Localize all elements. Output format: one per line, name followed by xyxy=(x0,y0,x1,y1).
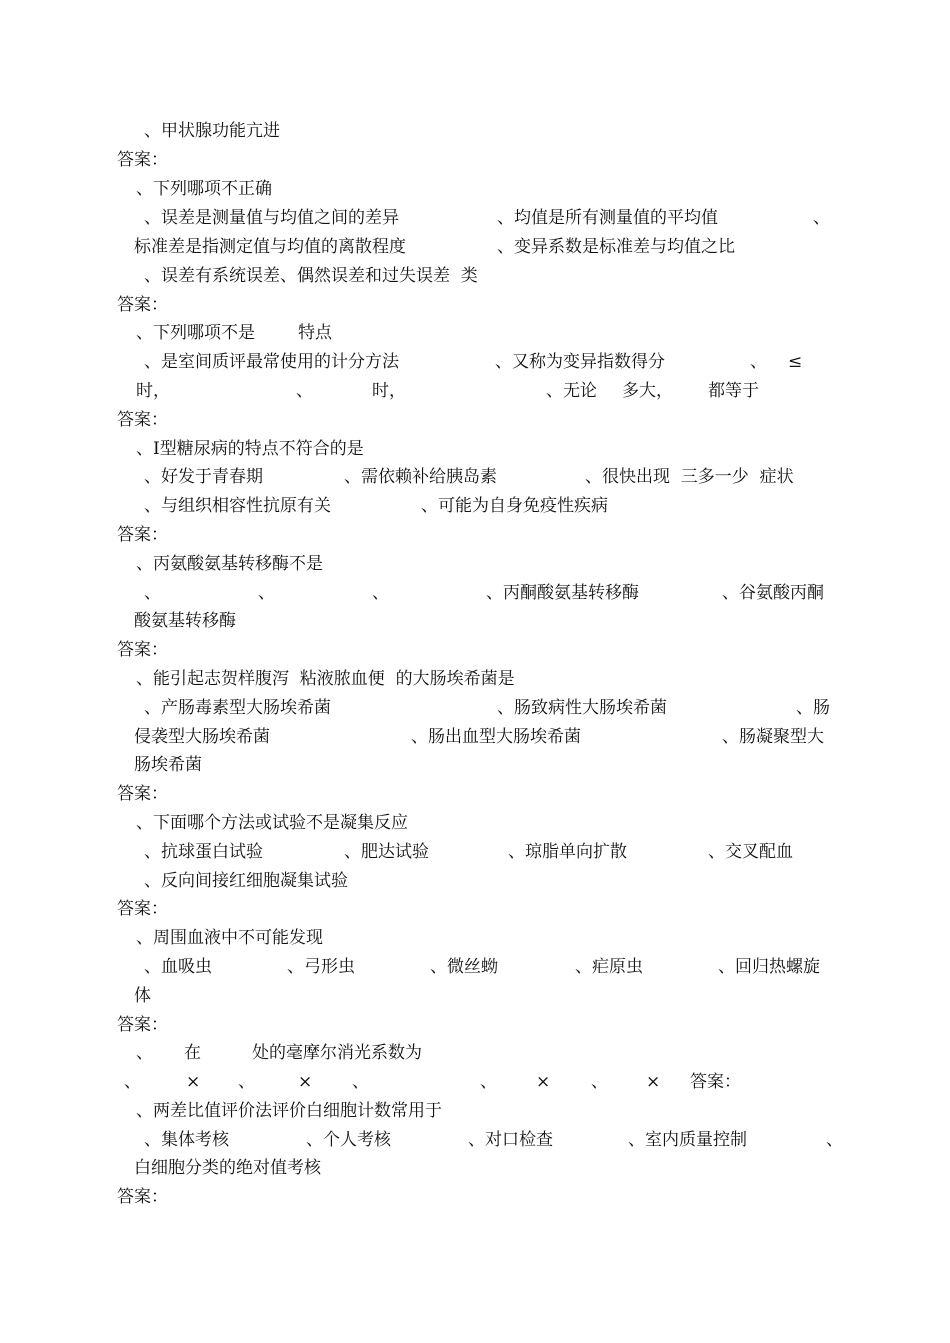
question-option: 、 xyxy=(352,1072,369,1092)
question-option: 酸氨基转移酶 xyxy=(134,611,236,631)
question-stem: 、下列哪项不正确 xyxy=(136,179,272,199)
answer-label: 答案： xyxy=(117,295,168,315)
question-option: 、丙酮酸氨基转移酶 xyxy=(486,583,639,603)
question-option: 、 xyxy=(144,583,161,603)
question-option: 、需依赖补给胰岛素 xyxy=(344,467,497,487)
question-option: 、琼脂单向扩散 xyxy=(508,842,627,862)
question-option: 、交叉配血 xyxy=(708,842,793,862)
question-option: 、 xyxy=(124,1072,141,1092)
question-option: 、变异系数是标准差与均值之比 xyxy=(497,237,735,257)
question-stem: 、 xyxy=(136,1043,153,1063)
question-option: 、谷氨酸丙酮 xyxy=(722,583,824,603)
question-option: 、很快出现 三多一少 症状 xyxy=(585,467,794,487)
question-option: 、肥达试验 xyxy=(344,842,429,862)
question-stem: 特点 xyxy=(298,323,332,343)
question-option: 体 xyxy=(134,986,151,1006)
question-option: 、 xyxy=(372,583,389,603)
question-option: 、可能为自身免疫性疾病 xyxy=(421,496,608,516)
question-option: 白细胞分类的绝对值考核 xyxy=(134,1158,321,1178)
question-option: 肠埃希菌 xyxy=(134,755,202,775)
question-option: 、 xyxy=(591,1072,608,1092)
question-option: 、 xyxy=(750,352,767,372)
question-option: 、肠 xyxy=(796,698,830,718)
question-stem: 、两差比值评价法评价白细胞计数常用于 xyxy=(136,1101,442,1121)
question-option: 都等于 xyxy=(708,381,759,401)
question-option: 、均值是所有测量值的平均值 xyxy=(497,208,718,228)
question-option: 、 xyxy=(258,583,275,603)
question-option: ≤ xyxy=(788,352,803,372)
answer-label: 答案： xyxy=(117,150,168,170)
question-option: 、 xyxy=(296,381,313,401)
answer-label: 答案： xyxy=(117,784,168,804)
question-option: 、对口检查 xyxy=(468,1130,553,1150)
question-stem: 、能引起志贺样腹泻 粘液脓血便 的大肠埃希菌是 xyxy=(136,669,515,689)
question-option: 、误差是测量值与均值之间的差异 xyxy=(144,208,399,228)
question-option: 、 xyxy=(238,1072,255,1092)
question-option: 时， xyxy=(372,381,406,401)
question-option: 、微丝蚴 xyxy=(430,957,498,977)
question-option: 侵袭型大肠埃希菌 xyxy=(134,727,270,747)
question-option: 、反向间接红细胞凝集试验 xyxy=(144,871,348,891)
question-option: 、抗球蛋白试验 xyxy=(144,842,263,862)
question-option: 、回归热螺旋 xyxy=(718,957,820,977)
question-stem: 、下面哪个方法或试验不是凝集反应 xyxy=(136,813,408,833)
question-option: × xyxy=(536,1072,551,1092)
question-option: 时， xyxy=(136,381,170,401)
question-stem: 在 xyxy=(184,1043,201,1063)
question-stem: 、Ⅰ型糖尿病的特点不符合的是 xyxy=(136,439,364,459)
question-option: 、是室间质评最常使用的计分方法 xyxy=(144,352,399,372)
question-option: 、个人考核 xyxy=(306,1130,391,1150)
question-option: × xyxy=(186,1072,201,1092)
question-option: 多大， xyxy=(622,381,673,401)
question-option: × xyxy=(298,1072,313,1092)
question-stem: 、丙氨酸氨基转移酶不是 xyxy=(136,554,323,574)
question-option: 、误差有系统误差、偶然误差和过失误差 类 xyxy=(144,266,478,286)
question-option: 、肠出血型大肠埃希菌 xyxy=(411,727,581,747)
question-option: 、甲状腺功能亢进 xyxy=(144,121,280,141)
question-option: 、疟原虫 xyxy=(575,957,643,977)
question-stem: 处的毫摩尔消光系数为 xyxy=(252,1043,422,1063)
question-stem: 、下列哪项不是 xyxy=(136,323,255,343)
answer-label: 答案： xyxy=(690,1072,741,1092)
question-option: 、与组织相容性抗原有关 xyxy=(144,496,331,516)
question-option: 、产肠毒素型大肠埃希菌 xyxy=(144,698,331,718)
answer-label: 答案： xyxy=(117,1015,168,1035)
question-option: 、肠致病性大肠埃希菌 xyxy=(497,698,667,718)
answer-label: 答案： xyxy=(117,410,168,430)
answer-label: 答案： xyxy=(117,899,168,919)
answer-label: 答案： xyxy=(117,1187,168,1207)
question-option: 、弓形虫 xyxy=(287,957,355,977)
question-option: 、室内质量控制 xyxy=(628,1130,747,1150)
question-option: 标准差是指测定值与均值的离散程度 xyxy=(134,237,406,257)
question-option: 、无论 xyxy=(546,381,597,401)
answer-label: 答案： xyxy=(117,525,168,545)
question-option: 、肠凝聚型大 xyxy=(722,727,824,747)
question-option: 、 xyxy=(480,1072,497,1092)
question-option: 、又称为变异指数得分 xyxy=(495,352,665,372)
question-option: 、血吸虫 xyxy=(144,957,212,977)
question-stem: 、周围血液中不可能发现 xyxy=(136,928,323,948)
question-option: 、 xyxy=(826,1130,843,1150)
question-option: 、好发于青春期 xyxy=(144,467,263,487)
question-option: × xyxy=(646,1072,661,1092)
question-option: 、 xyxy=(813,208,830,228)
question-option: 、集体考核 xyxy=(144,1130,229,1150)
answer-label: 答案： xyxy=(117,640,168,660)
